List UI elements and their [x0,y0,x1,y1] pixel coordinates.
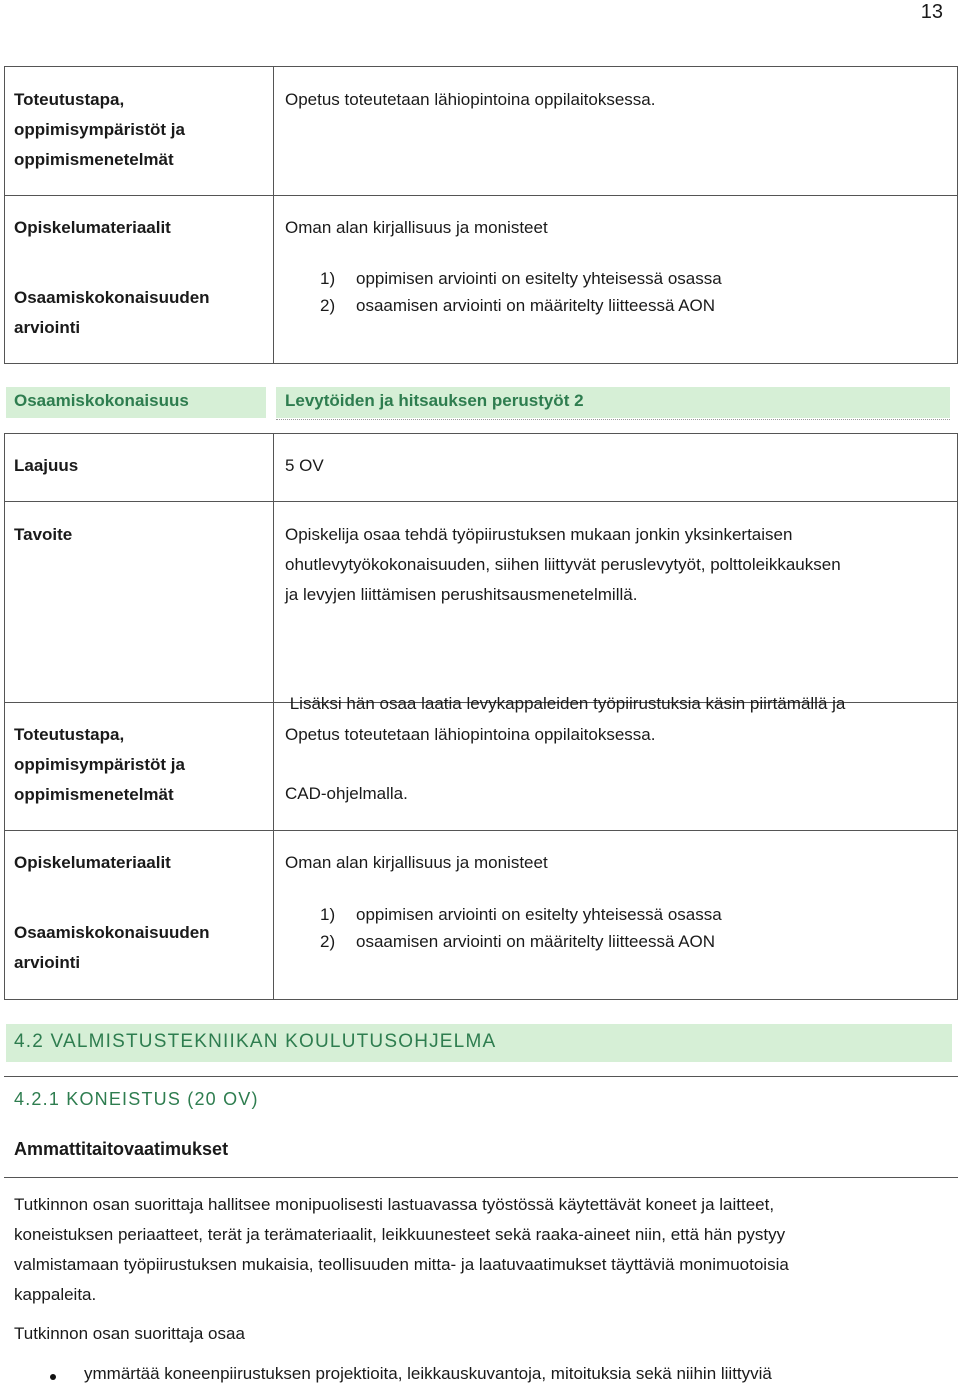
materiaalit-value: Oman alan kirjallisuus ja monisteet [285,853,548,872]
requirements-text: Tutkinnon osan suorittaja hallitsee monipuolisesti lastuavassa työstössä käytettävät koneet ja laitteet, koneistuksen periaatteet, terät ja terämateriaalit, leikkuunesteet sekä raaka-aineet niin, että hän pystyy valmistamaan työpiirustuksen mukaisia, teollisuuden mitta- ja laatuvaatimukset täyttäviä monimuotoisia kappaleita. [14,1195,789,1304]
list-item: 2) osaamisen arviointi on määritelty liitteessä AON [320,296,716,315]
tavoite-para-2: Lisäksi hän osaa laatia levykappaleiden työpiirustuksia käsin piirtämällä ja CAD-ohjelmalla. [285,694,846,803]
toteutus-label: Toteutustapa, oppimisympäristöt ja oppimismenetelmät [14,725,185,804]
list-item: 2) osaamisen arviointi on määritelty liitteessä AON [320,932,716,951]
arviointi-list-2 [320,901,722,955]
page-number: 13 [920,1,943,23]
section-heading: 4.2 VALMISTUSTEKNIIKAN KOULUTUSOHJELMA [14,1031,497,1052]
requirements-heading: Ammattitaitovaatimukset [14,1139,229,1159]
row-label-arviointi: Osaamiskokonaisuuden arviointi [14,288,210,337]
laajuus-value: 5 OV [285,456,324,475]
can-heading: Tutkinnon osan suorittaja osaa [14,1324,245,1343]
bullet-item: ymmärtää koneenpiirustuksen projektioita, leikkauskuvantoja, mitoituksia sekä niihin liittyviä [84,1364,772,1383]
tavoite-label: Tavoite [14,525,73,544]
subsection-heading: 4.2.1 KONEISTUS (20 OV) [14,1089,259,1109]
bullet-icon [50,1374,56,1380]
row-label-opiskelumateriaalit: Opiskelumateriaalit [14,218,171,237]
laajuus-label: Laajuus [14,456,79,475]
list-item: 1) oppimisen arviointi on esitelty yhteisessä osassa [320,905,722,924]
list-item: 1) oppimisen arviointi on esitelty yhteisessä osassa [320,269,722,288]
tavoite-para-1: Opiskelija osaa tehdä työpiirustuksen mukaan jonkin yksinkertaisen ohutlevytyökokonaisuuden, siihen liittyvät peruslevytyöt, polttoleikkauksen ja levyjen liittämisen perushitsausmenetelmillä. [285,525,841,604]
row-value-opiskelumateriaalit: Oman alan kirjallisuus ja monisteet [285,218,548,237]
header-label: Osaamiskokonaisuus [14,391,189,410]
row-value-toteutustapa: Opetus toteutetaan lähiopintoina oppilaitoksessa. [285,90,656,109]
arviointi-list [320,265,722,319]
arviointi-label: Osaamiskokonaisuuden arviointi [14,923,210,972]
row-label-toteutustapa: Toteutustapa, oppimisympäristöt ja oppimismenetelmät [14,90,185,169]
header-value: Levytöiden ja hitsauksen perustyöt 2 [285,391,584,410]
toteutus-value: Opetus toteutetaan lähiopintoina oppilaitoksessa. [285,725,656,744]
materiaalit-label: Opiskelumateriaalit [14,853,171,872]
